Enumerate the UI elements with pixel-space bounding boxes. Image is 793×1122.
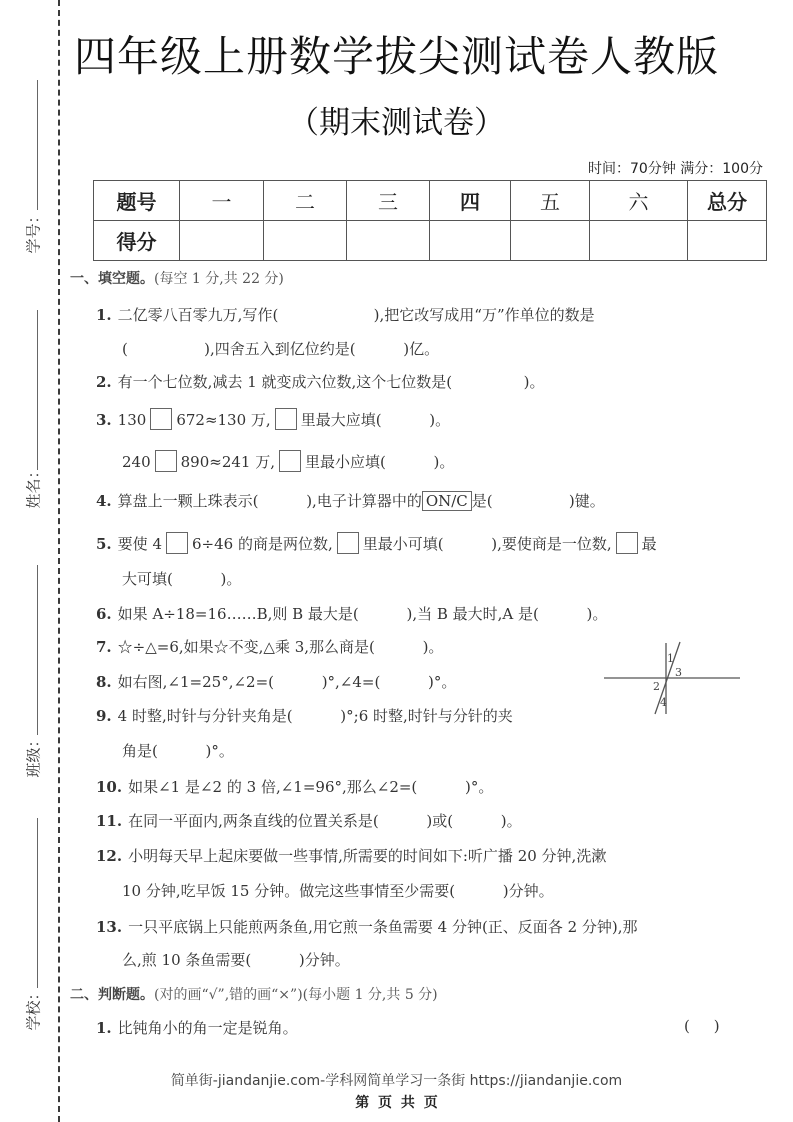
class-label: 班级： xyxy=(24,732,43,778)
question-text: 里最大应填( )。 xyxy=(300,411,451,429)
question-9-cont: 角是( )°。 xyxy=(122,742,234,760)
calculator-key-box: ON/C xyxy=(422,491,472,511)
question-4 xyxy=(96,490,605,511)
school-line xyxy=(37,818,38,988)
question-9 xyxy=(96,705,513,726)
score-table xyxy=(93,180,767,261)
question-text: 在同一平面内,两条直线的位置关系是( )或( )。 xyxy=(128,812,522,830)
exam-meta: 时间：70分钟 满分：100分 xyxy=(588,161,763,177)
intersecting-lines-figure xyxy=(600,638,745,718)
digit-box xyxy=(279,450,301,472)
question-number: 1. xyxy=(96,1019,112,1037)
question-13 xyxy=(96,916,638,937)
name-line xyxy=(37,310,38,470)
question-text: 算盘上一颗上珠表示( ),电子计算器中的 xyxy=(117,492,422,510)
angle-label-1: 1 xyxy=(667,652,674,665)
question-6 xyxy=(96,603,607,624)
question-text: 如右图,∠1=25°,∠2=( )°,∠4=( )°。 xyxy=(117,673,457,691)
section-1-heading xyxy=(70,268,284,288)
judgement-question-1 xyxy=(96,1017,298,1038)
score-header-cell: 四 xyxy=(430,181,511,221)
question-13-cont: 么,煎 10 条鱼需要( )分钟。 xyxy=(122,951,350,969)
score-input-cell[interactable] xyxy=(590,221,688,261)
score-table-header-row xyxy=(94,181,767,221)
question-text: ☆÷△=6,如果☆不变,△乘 3,那么商是( )。 xyxy=(117,638,444,656)
question-number: 3. xyxy=(96,411,112,429)
question-1-cont: ( ),四舍五入到亿位约是( )亿。 xyxy=(122,340,440,358)
question-number: 8. xyxy=(96,673,112,691)
name-label: 姓名： xyxy=(24,463,43,509)
question-text: 240 xyxy=(122,453,151,471)
question-number: 10. xyxy=(96,778,123,796)
question-text: 里最小应填( )。 xyxy=(305,453,455,471)
score-input-cell[interactable] xyxy=(347,221,430,261)
question-text: 130 xyxy=(117,411,147,429)
digit-box xyxy=(337,532,359,554)
section-2-title: 二、判断题。 xyxy=(70,987,154,1003)
question-5 xyxy=(96,532,657,554)
question-text: 比钝角小的角一定是锐角。 xyxy=(117,1019,298,1037)
question-text: 6÷46 的商是两位数, xyxy=(191,535,333,553)
score-input-cell[interactable] xyxy=(430,221,511,261)
page-subtitle: （期末测试卷） xyxy=(288,105,505,141)
score-header-cell: 六 xyxy=(590,181,688,221)
footer-watermark: 简单街-jiandanjie.com-学科网简单学习一条街 https://jiandanjie.com xyxy=(170,1073,623,1089)
question-1 xyxy=(96,304,595,325)
angle-label-4: 4 xyxy=(660,696,667,709)
school-label: 学校： xyxy=(24,985,43,1031)
question-text: 有一个七位数,减去 1 就变成六位数,这个七位数是( )。 xyxy=(117,373,545,391)
score-header-cell: 总分 xyxy=(688,181,767,221)
question-text: 4 时整,时针与分针夹角是( )°;6 时整,时针与分针的夹 xyxy=(117,707,513,725)
digit-box xyxy=(616,532,638,554)
score-header-cell: 五 xyxy=(511,181,590,221)
binding-dashed-line xyxy=(58,0,60,1122)
question-12-cont: 10 分钟,吃早饭 15 分钟。做完这些事情至少需要( )分钟。 xyxy=(122,882,554,900)
angle-label-2: 2 xyxy=(653,680,660,693)
question-number: 2. xyxy=(96,373,112,391)
score-input-cell[interactable] xyxy=(511,221,590,261)
score-header-cell: 一 xyxy=(180,181,264,221)
question-12 xyxy=(96,845,606,866)
score-input-cell[interactable] xyxy=(264,221,347,261)
question-text: 二亿零八百零九万,写作( ),把它改写成用“万”作单位的数是 xyxy=(117,306,595,324)
question-7 xyxy=(96,636,443,657)
question-number: 11. xyxy=(96,812,123,830)
question-number: 5. xyxy=(96,535,112,553)
question-5-cont: 大可填( )。 xyxy=(122,570,242,588)
question-3 xyxy=(96,408,450,430)
question-text: 一只平底锅上只能煎两条鱼,用它煎一条鱼需要 4 分钟(正、反面各 2 分钟),那 xyxy=(128,918,638,936)
question-text: 如果∠1 是∠2 的 3 倍,∠1=96°,那么∠2=( )°。 xyxy=(128,778,494,796)
question-text: 是( )键。 xyxy=(471,492,605,510)
page-number: 第 页 共 页 xyxy=(355,1095,438,1111)
section-2-note: (对的画“√”,错的画“×”)(每小题 1 分,共 5 分) xyxy=(154,987,438,1003)
digit-box[interactable] xyxy=(150,408,172,430)
question-10 xyxy=(96,776,493,797)
question-text: 最 xyxy=(641,535,657,553)
question-number: 9. xyxy=(96,707,112,725)
question-11 xyxy=(96,810,522,831)
question-number: 12. xyxy=(96,847,123,865)
digit-box[interactable] xyxy=(166,532,188,554)
question-number: 1. xyxy=(96,306,112,324)
question-number: 13. xyxy=(96,918,123,936)
question-3-cont xyxy=(122,450,454,472)
question-text: 里最小可填( ),要使商是一位数, xyxy=(362,535,612,553)
score-table-score-row xyxy=(94,221,767,261)
question-text: 890≈241 万, xyxy=(180,453,276,471)
question-2 xyxy=(96,371,545,392)
score-input-cell[interactable] xyxy=(180,221,264,261)
digit-box[interactable] xyxy=(155,450,177,472)
question-8 xyxy=(96,671,456,692)
score-header-cell: 三 xyxy=(347,181,430,221)
question-number: 6. xyxy=(96,605,112,623)
score-input-cell[interactable] xyxy=(688,221,767,261)
section-2-heading xyxy=(70,984,438,1004)
score-row-label: 得分 xyxy=(94,221,180,261)
question-text: 如果 A÷18=16……B,则 B 最大是( ),当 B 最大时,A 是( )。 xyxy=(117,605,608,623)
section-1-title: 一、填空题。 xyxy=(70,271,154,287)
question-text: 672≈130 万, xyxy=(176,411,271,429)
score-header-cell: 题号 xyxy=(94,181,180,221)
digit-box xyxy=(275,408,297,430)
score-header-cell: 二 xyxy=(264,181,347,221)
student-id-label: 学号： xyxy=(24,208,43,254)
section-1-note: (每空 1 分,共 22 分) xyxy=(154,271,284,287)
class-line xyxy=(37,565,38,735)
angle-label-3: 3 xyxy=(675,666,682,679)
page-title: 四年级上册数学拔尖测试卷人教版 xyxy=(73,32,719,81)
question-text: 要使 4 xyxy=(117,535,162,553)
question-number: 4. xyxy=(96,492,112,510)
question-text: 小明每天早上起床要做一些事情,所需要的时间如下:听广播 20 分钟,洗漱 xyxy=(128,847,607,865)
question-number: 7. xyxy=(96,638,112,656)
judgement-answer-blank[interactable]: ( ) xyxy=(684,1017,720,1035)
